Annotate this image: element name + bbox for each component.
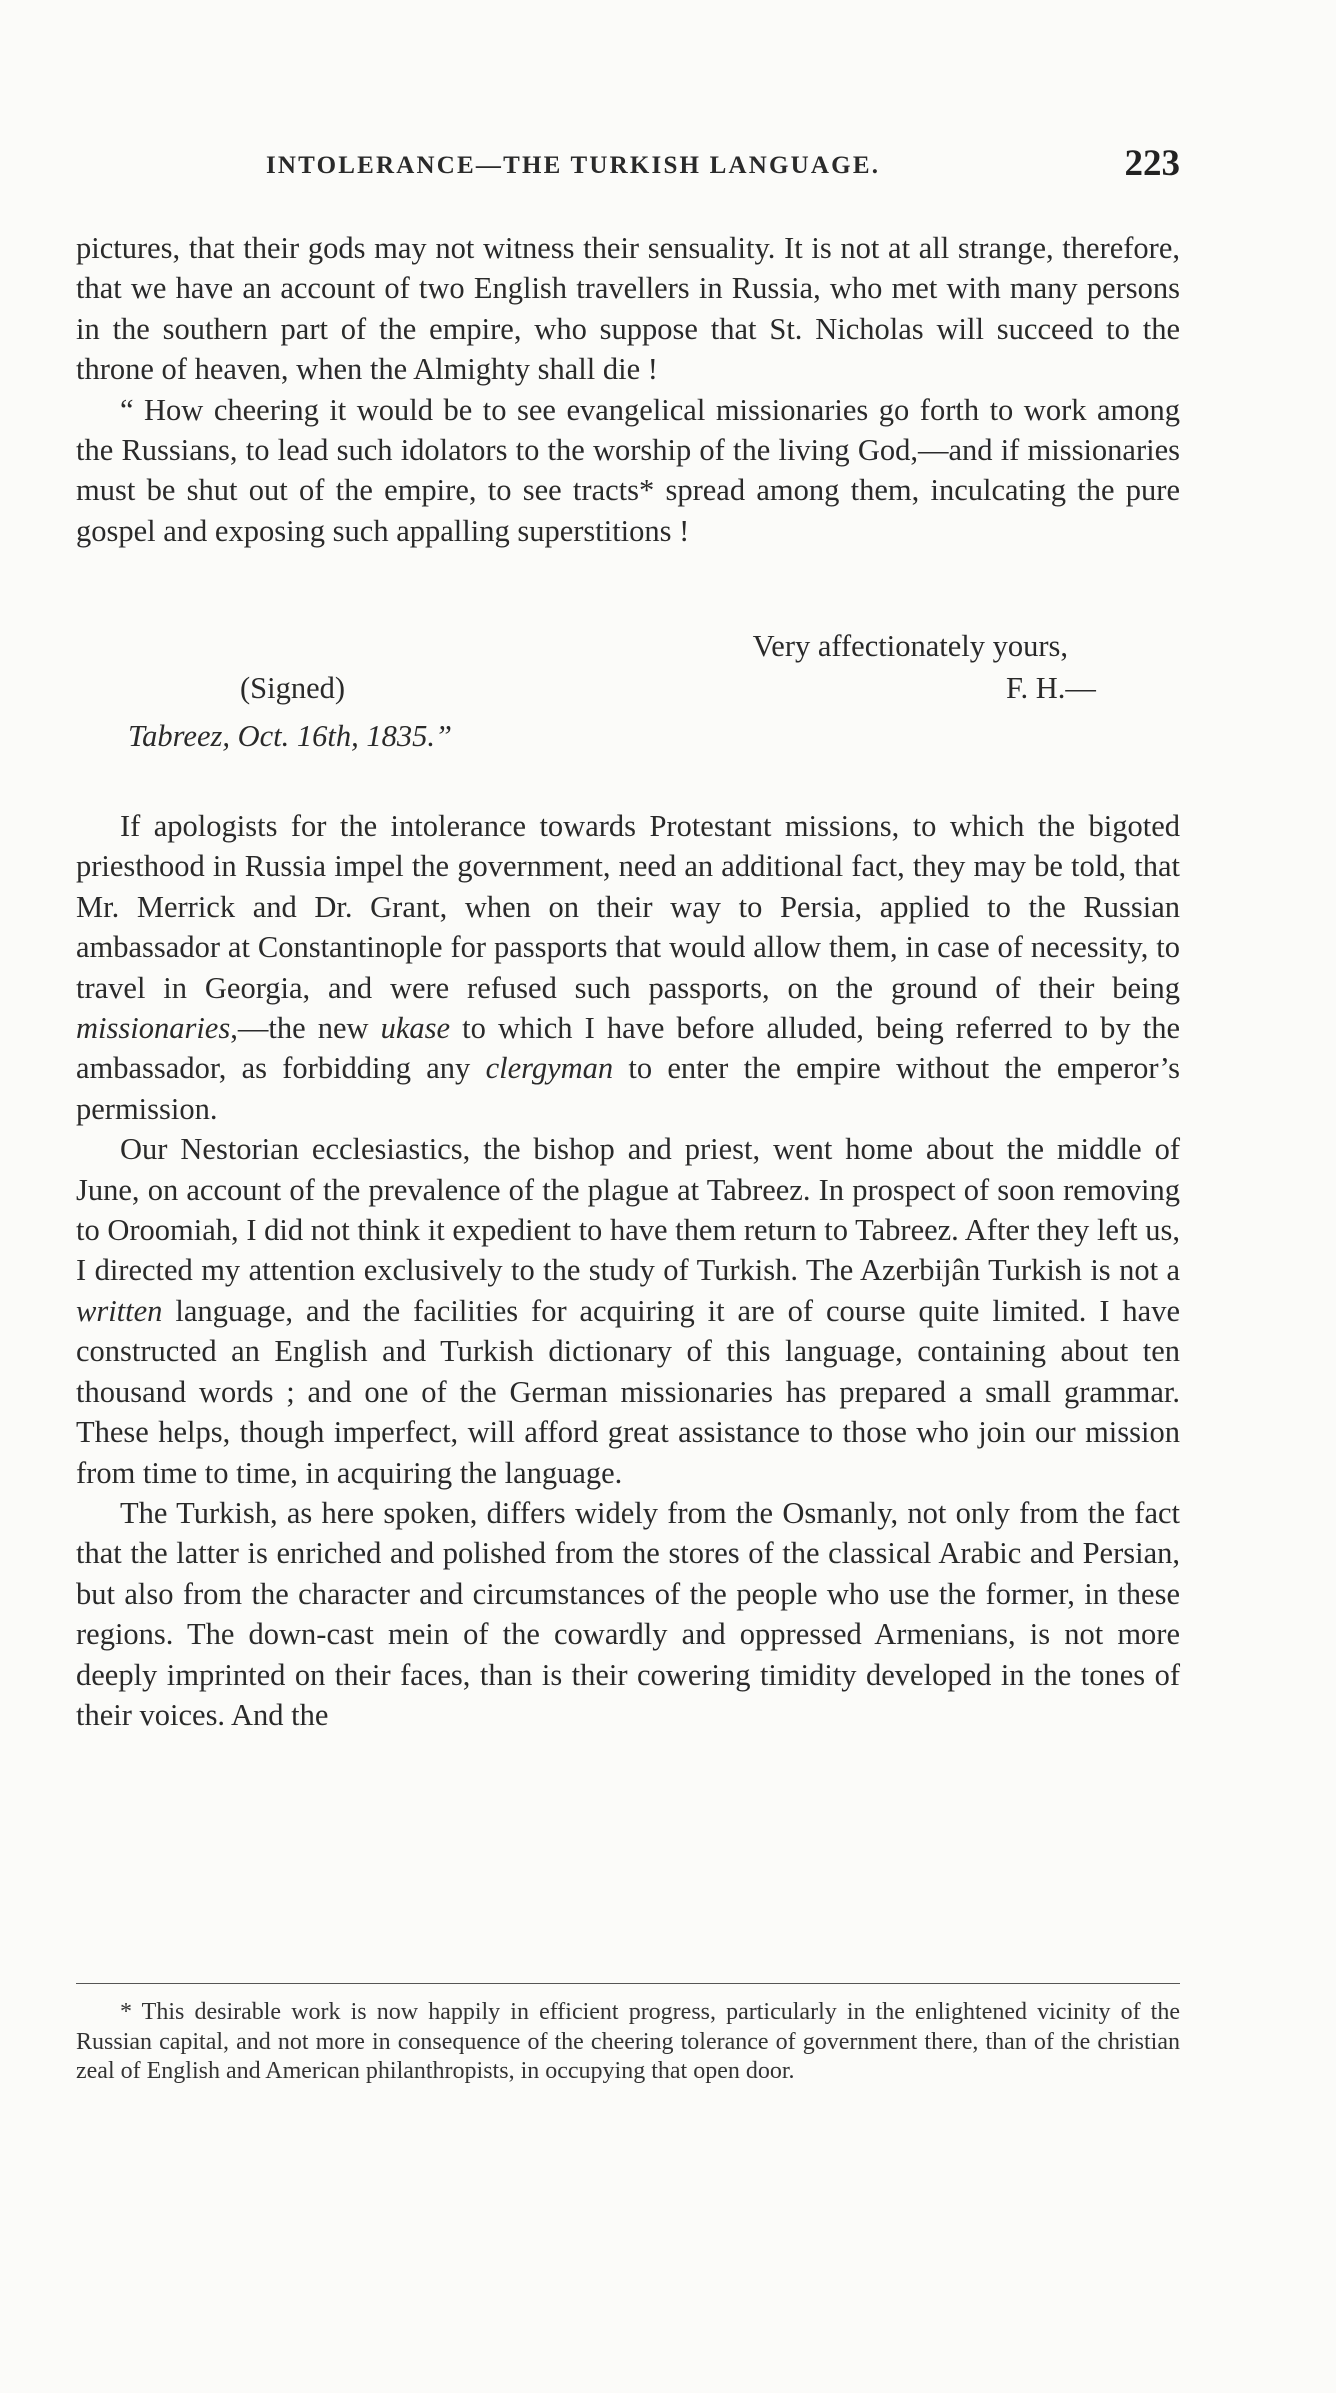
text-run: to enter the empire without the emperor’s permission. [76,1051,1181,1126]
closing-salutation: Very affectionately yours, [752,629,1068,663]
letter-paragraph-2: “ How cheering it would be to see evangelical missionaries go forth to work among the Russians, to lead such idolators to the worship of the living God,—and if missionaries must be shut out of the empire, to see tracts* spread among them, inculcating the pure gospel and exposing such appalling superstitions ! [76,392,1180,548]
italic-ukase: ukase [380,1011,451,1046]
signature-line [76,668,1180,710]
page-header [260,142,1180,188]
paragraph-turkish: The Turkish, as here spoken, differs widely from the Osmanly, not only from the fact that the latter is enriched and polished from the stores of the classical Arabic and Persian, but also from the character and circumstances of the people who use the former, in these regions. The down-cast mein of the cowardly and oppressed Armenians, is not more deeply imprinted on their faces, than is their cowering timidity developed in the tones of their voices. And the [76,1495,1180,1732]
text-run: ,—the new [230,1011,369,1046]
italic-clergyman: clergyman [485,1051,614,1086]
italic-missionaries: missionaries [76,1011,231,1046]
signer-initials: F. H.— [1006,671,1096,705]
paragraph-apologists [76,806,1180,1129]
text-run: If apologists for the intolerance towards Protestant missions, to which the bigoted priesthood in Russia impel the government, need an additional fact, they may be told, that Mr. Merrick and Dr. Grant, when on their way to Persia, applied to the Russian ambassador at Constantinople for passports that would allow them, in case of necessity, to travel in Georgia, and were refused such passports, on the ground of their being [76,809,1180,1005]
italic-written: written [76,1293,163,1328]
letter-paragraph-1: pictures, that their gods may not witness their sensuality. It is not at all strange, therefore, that we have an account of two English travellers in Russia, who met with many persons in the southern part of the empire, who suppose that St. Nicholas will succeed to the throne of heaven, when the Almighty shall die ! [76,231,1180,387]
page-number: 223 [1124,143,1180,184]
paragraph-nestorian [76,1129,1180,1493]
footnote [76,1998,1180,2087]
running-title: INTOLERANCE—THE TURKISH LANGUAGE. [266,152,881,179]
footnote-divider [76,1983,1180,1984]
text-run: to which I have before alluded, being referred to by the ambassador, as forbidding any [76,1011,1181,1086]
signed-label: (Signed) [240,671,346,705]
letter-dateline: Tabreez, Oct. 16th, 1835.” [128,719,452,753]
main-text [76,806,1180,1735]
footnote-text: * This desirable work is now happily in efficient progress, particularly in the enlightened vicinity of the Russian capital, and not more in consequence of the cheering tolerance of government there, than of the christian zeal of English and American philanthropists, in occupying that open door. [76,1999,1180,2084]
text-run: language, and the facilities for acquiring it are of course quite limited. I have constructed an English and Turkish dictionary of this language, containing about ten thousand words ; and one of the German missionaries has prepared a small grammar. These helps, though imperfect, will afford great assistance to those who join our mission from time to time, in acquiring the language. [76,1293,1180,1490]
letter-body [76,228,1180,551]
text-run: Our Nestorian ecclesiastics, the bishop and priest, went home about the middle of June, on account of the prevalence of the plague at Tabreez. In prospect of soon removing to Oroomiah, I did not think it expedient to have them return to Tabreez. After they left us, I directed my attention exclusively to the study of Turkish. The Azerbijân Turkish is not a [76,1132,1180,1288]
